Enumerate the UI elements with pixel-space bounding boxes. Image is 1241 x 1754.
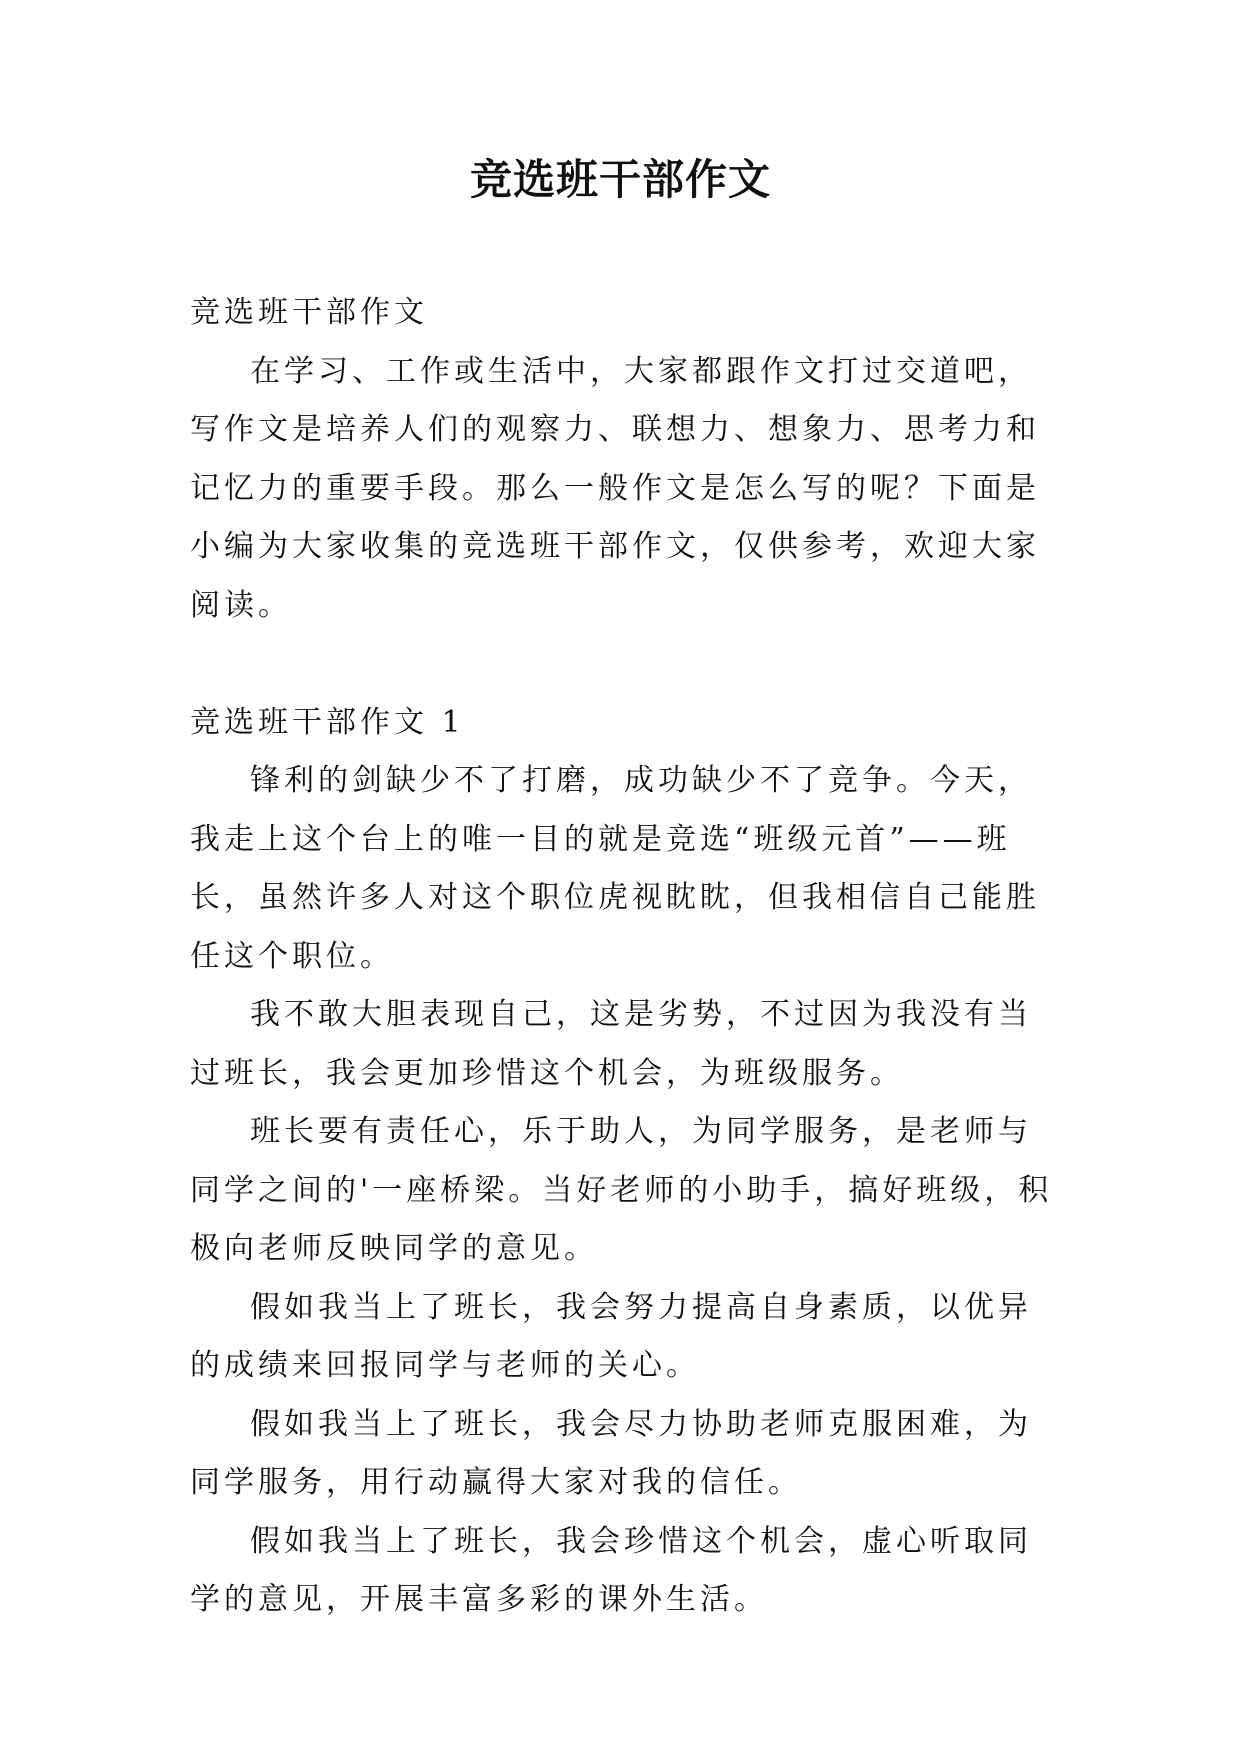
- essay-paragraph-4: 假如我当上了班长，我会努力提高自身素质，以优异的成绩来回报同学与老师的关心。: [190, 1289, 1032, 1383]
- intro-paragraph: 在学习、工作或生活中，大家都跟作文打过交道吧，写作文是培养人们的观察力、联想力、想象力、思考力和记忆力的重要手段。那么一般作文是怎么写的呢？下面是小编为大家收集的竞选班干部作文，仅供参考，欢迎大家阅读。: [190, 353, 1040, 623]
- document-title: 竞选班干部作文: [469, 155, 771, 204]
- essay-paragraph-3: 班长要有责任心，乐于助人，为同学服务，是老师与同学之间的'一座桥梁。当好老师的小助手，搞好班级，积极向老师反映同学的意见。: [190, 1114, 1053, 1266]
- essay-paragraph-6: 假如我当上了班长，我会珍惜这个机会，虚心听取同学的意见，开展丰富多彩的课外生活。: [190, 1523, 1032, 1617]
- essay-paragraph-1: 锋利的剑缺少不了打磨，成功缺少不了竞争。今天，我走上这个台上的唯一目的就是竞选“班级元首”——班长，虽然许多人对这个职位虎视眈眈，但我相信自己能胜任这个职位。: [190, 763, 1040, 974]
- essay-paragraph-2: 我不敢大胆表现自己，这是劣势，不过因为我没有当过班长，我会更加珍惜这个机会，为班级服务。: [190, 997, 1032, 1091]
- document-body: [190, 284, 1055, 1630]
- essay-heading: 竞选班干部作文 1: [190, 704, 465, 740]
- intro-heading: 竞选班干部作文: [190, 295, 428, 330]
- section-spacer: [190, 635, 1055, 694]
- essay-paragraph-5: 假如我当上了班长，我会尽力协助老师克服困难，为同学服务，用行动赢得大家对我的信任。: [190, 1406, 1032, 1500]
